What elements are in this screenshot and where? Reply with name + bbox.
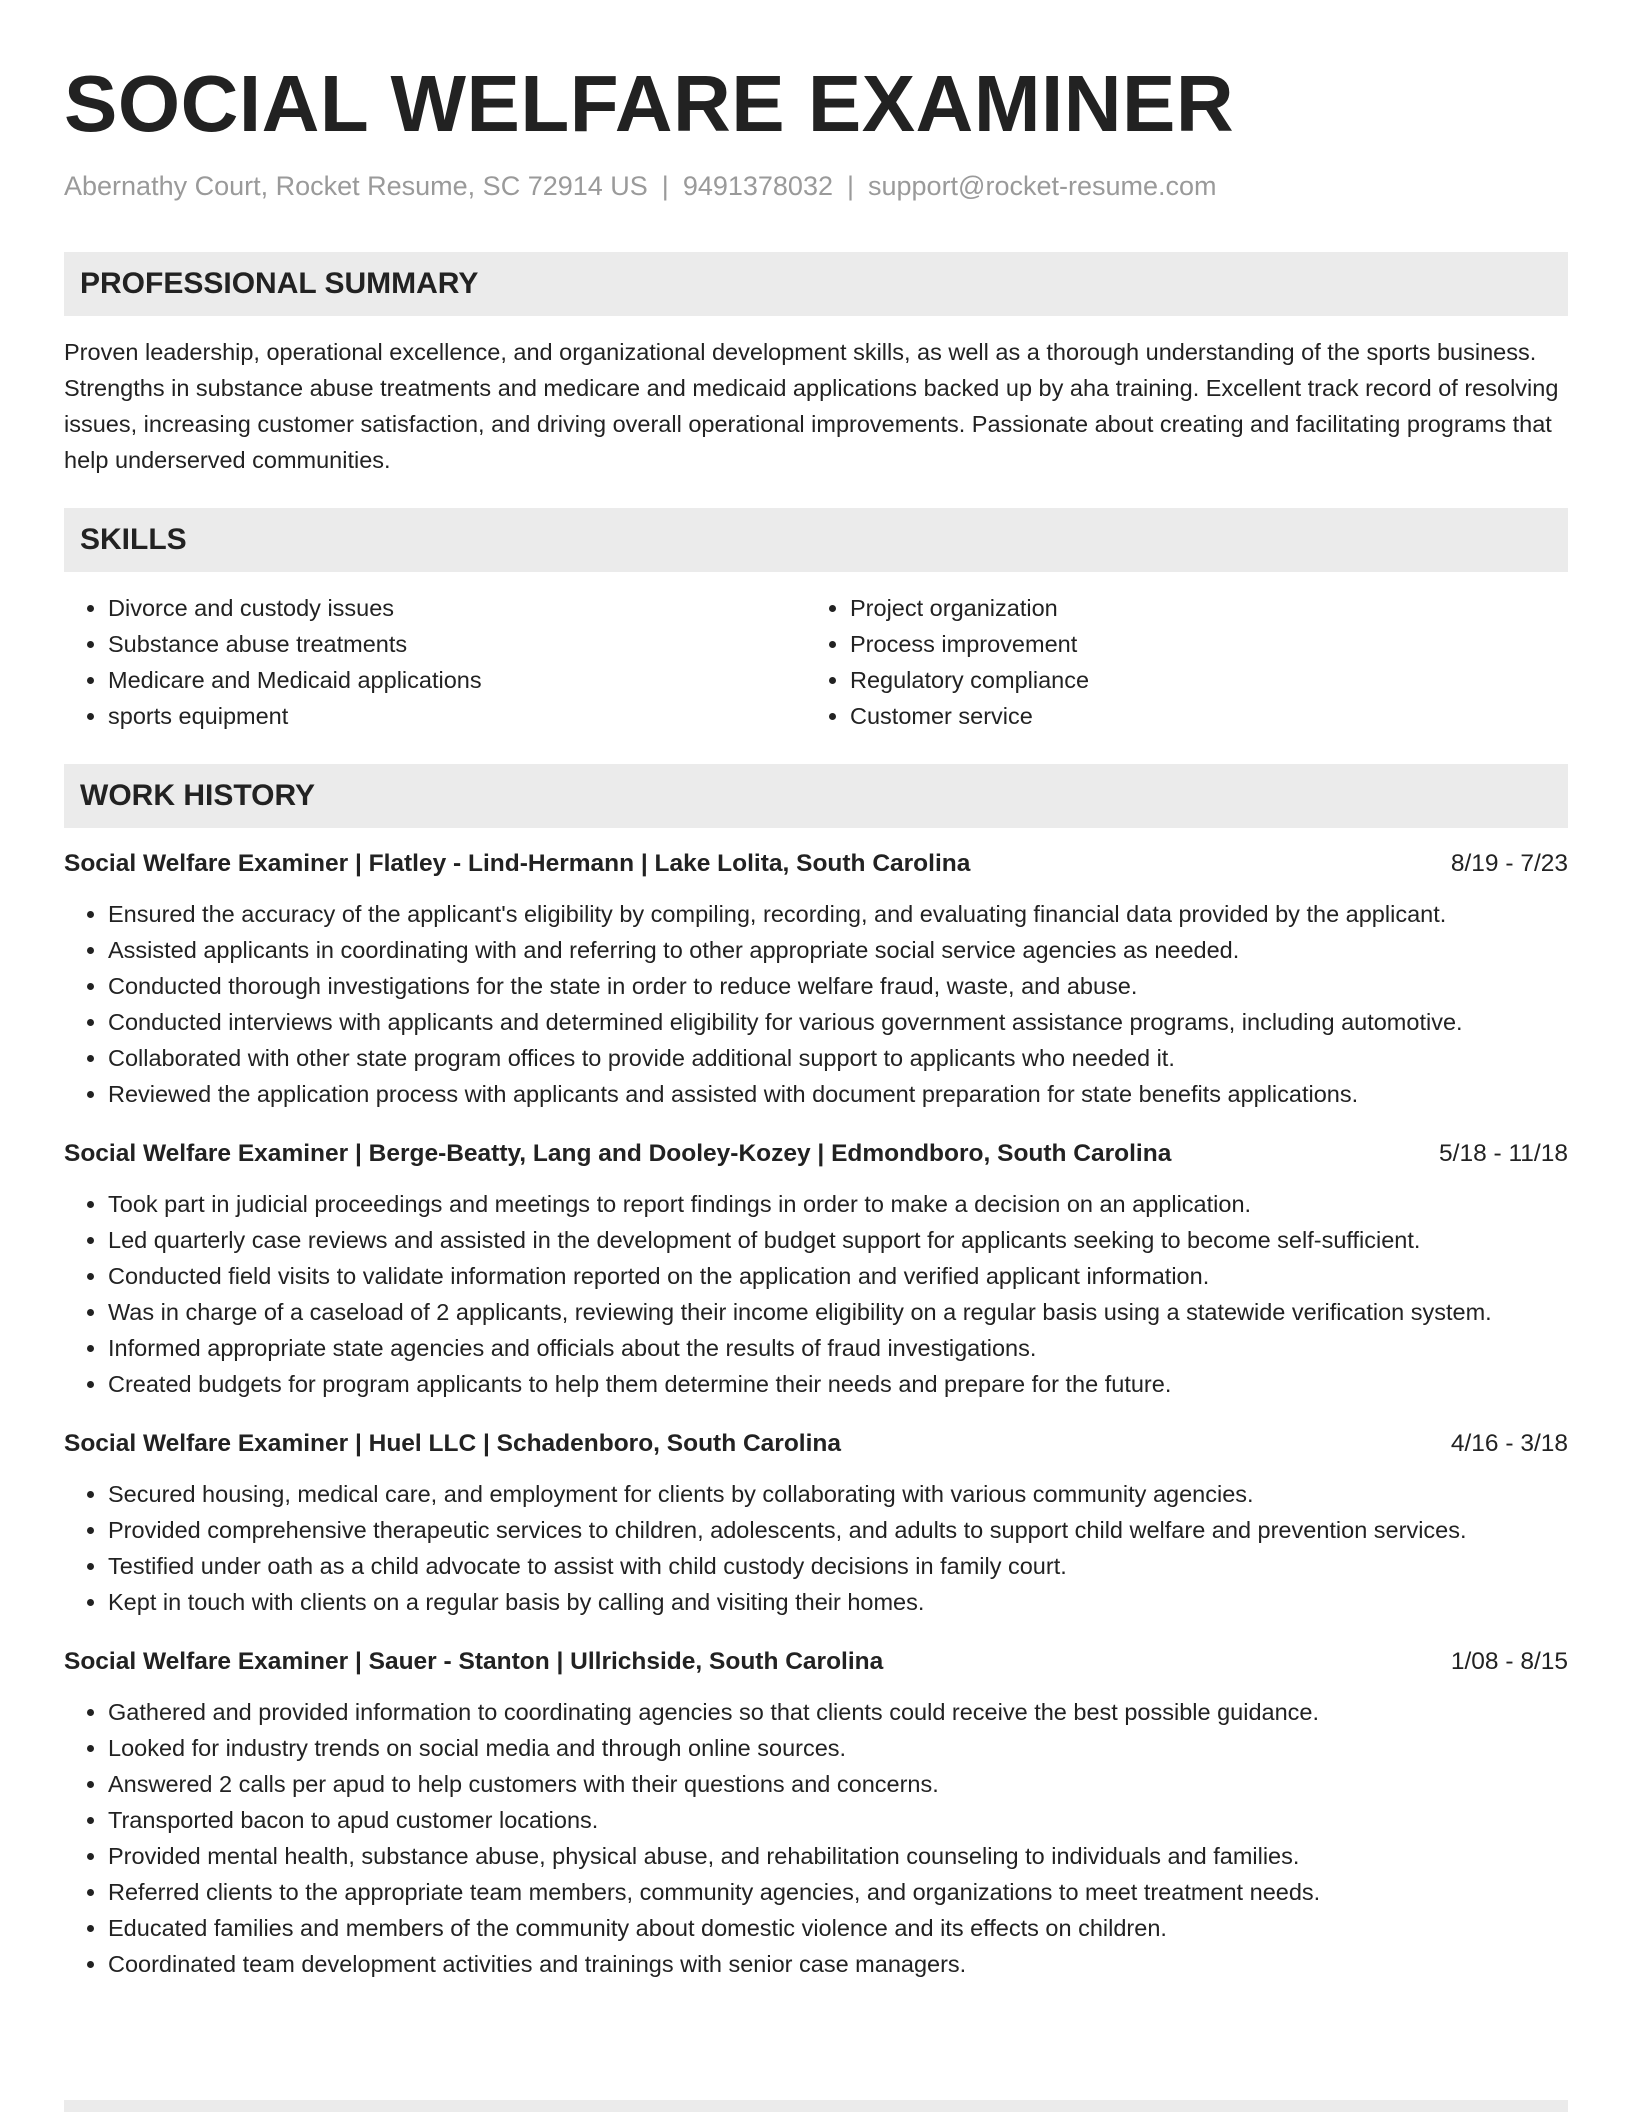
job-bullet: • Was in charge of a caseload of 2 applicants, reviewing their income eligibility on a regular basis using a statewide verification system.	[108, 1294, 1568, 1330]
skills-column-left	[64, 590, 806, 734]
job-entry	[64, 1644, 1568, 1982]
job-bullet: • Transported bacon to apud customer locations.	[108, 1802, 1568, 1838]
job-header	[64, 1644, 1568, 1680]
job-bullet: • Conducted interviews with applicants and determined eligibility for various government assistance programs, including automotive.	[108, 1004, 1568, 1040]
contact-email: support@rocket-resume.com	[868, 171, 1217, 201]
job-bullet: • Gathered and provided information to coordinating agencies so that clients could receive the best possible guidance.	[108, 1694, 1568, 1730]
contact-address: Abernathy Court, Rocket Resume, SC 72914 US	[64, 171, 648, 201]
job-bullet: • Coordinated team development activities and trainings with senior case managers.	[108, 1946, 1568, 1982]
job-bullet: • Looked for industry trends on social media and through online sources.	[108, 1730, 1568, 1766]
skill-item: • Project organization	[850, 590, 1548, 626]
job-bullet: • Ensured the accuracy of the applicant's eligibility by compiling, recording, and evaluating financial data provided by the applicant.	[108, 896, 1568, 932]
resume-title: SOCIAL WELFARE EXAMINER	[64, 59, 1235, 148]
job-entry	[64, 1136, 1568, 1402]
contact-line	[64, 168, 1568, 204]
job-bullet: • Provided mental health, substance abuse, physical abuse, and rehabilitation counseling to individuals and families.	[108, 1838, 1568, 1874]
skill-item: • Substance abuse treatments	[108, 626, 806, 662]
job-title: Social Welfare Examiner | Berge-Beatty, Lang and Dooley-Kozey | Edmondboro, South Carolina	[64, 1140, 1172, 1167]
job-header	[64, 846, 1568, 882]
job-bullets	[64, 896, 1568, 1112]
skill-item: • Regulatory compliance	[850, 662, 1548, 698]
job-bullets	[64, 1186, 1568, 1402]
skills-heading: SKILLS	[64, 508, 1568, 572]
job-title: Social Welfare Examiner | Sauer - Stanton | Ullrichside, South Carolina	[64, 1648, 884, 1675]
skill-item: • Process improvement	[850, 626, 1548, 662]
skills-list	[64, 590, 1568, 734]
job-bullet: • Provided comprehensive therapeutic services to children, adolescents, and adults to support child welfare and prevention services.	[108, 1512, 1568, 1548]
job-bullets	[64, 1694, 1568, 1982]
job-bullet: • Referred clients to the appropriate team members, community agencies, and organizations to meet treatment needs.	[108, 1874, 1568, 1910]
job-bullet: • Assisted applicants in coordinating with and referring to other appropriate social service agencies as needed.	[108, 932, 1568, 968]
job-title: Social Welfare Examiner | Huel LLC | Schadenboro, South Carolina	[64, 1430, 842, 1457]
job-bullet: • Educated families and members of the community about domestic violence and its effects on children.	[108, 1910, 1568, 1946]
skill-item: • Customer service	[850, 698, 1548, 734]
next-section-bar	[64, 2100, 1568, 2112]
job-bullet: • Answered 2 calls per apud to help customers with their questions and concerns.	[108, 1766, 1568, 1802]
job-dates: 1/08 - 8/15	[1450, 1648, 1568, 1675]
job-bullet: • Kept in touch with clients on a regular basis by calling and visiting their homes.	[108, 1584, 1568, 1620]
job-header	[64, 1426, 1568, 1462]
summary-text: Proven leadership, operational excellence, and organizational development skills, as well as a thorough understanding of the sports business. Strengths in substance abuse treatments and medicare and medicaid applications backed up by aha training. Excellent track record of resolving issues, increasing customer satisfaction, and driving overall operational improvements. Passionate about creating and facilitating programs that help underserved communities.	[64, 339, 1559, 473]
job-entry	[64, 846, 1568, 1112]
skills-column-right	[806, 590, 1548, 734]
job-bullet: • Informed appropriate state agencies and officials about the results of fraud investigations.	[108, 1330, 1568, 1366]
job-bullets	[64, 1476, 1568, 1620]
job-entry	[64, 1426, 1568, 1620]
job-bullet: • Collaborated with other state program offices to provide additional support to applicants who needed it.	[108, 1040, 1568, 1076]
job-bullet: • Reviewed the application process with applicants and assisted with document preparation for state benefits applications.	[108, 1076, 1568, 1112]
job-bullet: • Secured housing, medical care, and employment for clients by collaborating with various community agencies.	[108, 1476, 1568, 1512]
job-bullet: • Led quarterly case reviews and assisted in the development of budget support for applicants seeking to become self-sufficient.	[108, 1222, 1568, 1258]
job-bullet: • Conducted thorough investigations for the state in order to reduce welfare fraud, waste, and abuse.	[108, 968, 1568, 1004]
job-title: Social Welfare Examiner | Flatley - Lind-Hermann | Lake Lolita, South Carolina	[64, 850, 971, 877]
job-bullet: • Created budgets for program applicants to help them determine their needs and prepare for the future.	[108, 1366, 1568, 1402]
contact-separator: |	[846, 171, 854, 201]
job-bullet: • Took part in judicial proceedings and meetings to report findings in order to make a decision on an application.	[108, 1186, 1568, 1222]
contact-phone: 9491378032	[682, 171, 833, 201]
job-bullet: • Testified under oath as a child advocate to assist with child custody decisions in family court.	[108, 1548, 1568, 1584]
job-dates: 4/16 - 3/18	[1450, 1430, 1568, 1457]
job-dates: 8/19 - 7/23	[1450, 850, 1568, 877]
skill-item: • Divorce and custody issues	[108, 590, 806, 626]
job-header	[64, 1136, 1568, 1172]
summary-heading: PROFESSIONAL SUMMARY	[64, 252, 1568, 316]
skill-item: • sports equipment	[108, 698, 806, 734]
skill-item: • Medicare and Medicaid applications	[108, 662, 806, 698]
work-history-heading: WORK HISTORY	[64, 764, 1568, 828]
contact-separator: |	[661, 171, 669, 201]
job-bullet: • Conducted field visits to validate information reported on the application and verified applicant information.	[108, 1258, 1568, 1294]
job-dates: 5/18 - 11/18	[1439, 1140, 1568, 1167]
